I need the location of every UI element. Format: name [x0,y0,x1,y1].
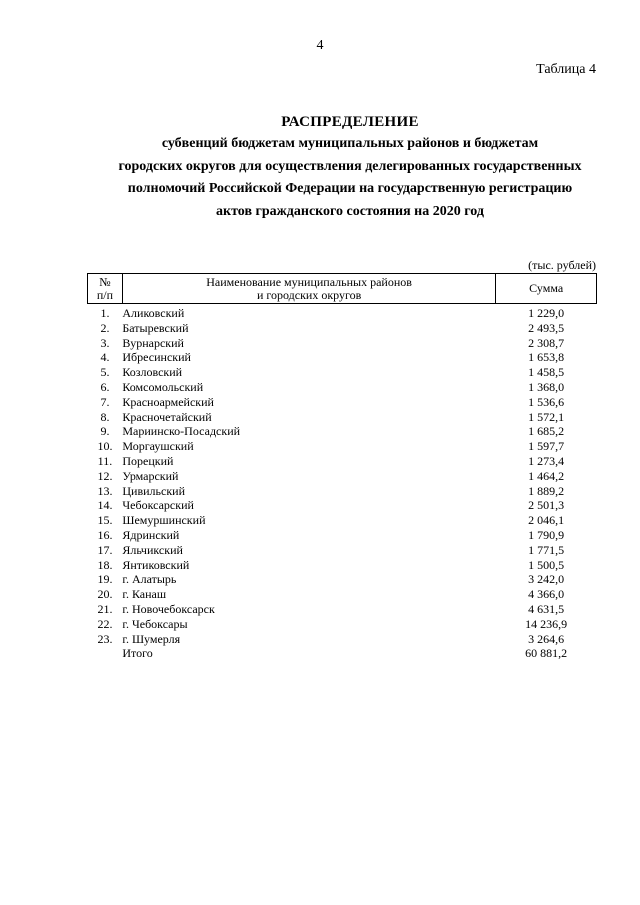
row-name: г. Канаш [122,587,167,602]
row-name: Чебоксарский [122,498,194,513]
row-number: 17. [97,542,113,557]
header-name [122,274,495,304]
row-sum: 1 500,5 [528,557,565,572]
row-number: 9. [100,424,110,439]
row-sum: 1 597,7 [528,439,565,454]
table-row [88,350,597,365]
table-header-row [88,274,597,304]
row-number: 13. [97,483,113,498]
table-label: Таблица 4 [536,62,596,77]
row-name: Батыревский [122,320,189,335]
total-sum: 60 881,2 [525,646,568,661]
row-name: Козловский [122,365,183,380]
table-row [88,395,597,410]
row-number: 14. [97,498,113,513]
table-row [88,617,597,632]
row-sum: 2 046,1 [528,513,565,528]
row-name: Комсомольский [122,379,204,394]
row-sum: 1 790,9 [528,527,565,542]
row-name: Шемуршинский [122,513,206,528]
total-row [88,646,597,661]
row-sum: 1 572,1 [528,409,565,424]
row-number: 11. [97,453,113,468]
row-number: 21. [97,601,113,616]
row-number: 6. [100,379,110,394]
table-row [88,380,597,395]
row-name: Ибресинский [122,350,191,365]
row-number: 10. [97,439,113,454]
row-name: Цивильский [122,483,186,498]
row-sum: 2 501,3 [528,498,565,513]
row-number: 15. [97,513,113,528]
row-sum: 1 229,0 [528,306,565,320]
row-sum: 3 264,6 [528,631,565,646]
row-sum: 1 771,5 [528,542,565,557]
header-name-line1: Наименование муниципальных районов [206,274,412,289]
table-row [88,469,597,484]
table-row [88,558,597,573]
row-number: 16. [97,527,113,542]
row-number: 8. [100,409,110,424]
row-name: Моргаушский [122,439,194,454]
total-label: Итого [122,646,153,661]
row-name: г. Алатырь [122,572,177,587]
table-row [88,304,597,321]
header-name-line2: и городских округов [256,287,362,302]
row-name: г. Новочебоксарск [122,601,215,616]
table-row [88,602,597,617]
row-number: 19. [97,572,113,587]
row-name: Вурнарский [122,335,184,350]
row-sum: 14 236,9 [525,616,568,631]
row-name: г. Шумерля [122,631,181,646]
row-sum: 1 653,8 [528,350,565,365]
row-sum: 3 242,0 [528,572,565,587]
header-number [88,274,123,304]
row-sum: 1 464,2 [528,468,565,483]
table-row [88,513,597,528]
row-number: 5. [100,365,110,380]
table-row [88,587,597,602]
row-sum: 1 368,0 [528,379,565,394]
row-name: Ядринский [122,527,180,542]
row-sum: 4 631,5 [528,601,565,616]
heading-line: полномочий Российской Федерации на государственную регистрацию [127,181,573,196]
table-row [88,365,597,380]
row-name: Аликовский [122,306,185,320]
heading-title: РАСПРЕДЕЛЕНИЕ [281,114,419,130]
table-row [88,632,597,647]
table-row [88,498,597,513]
row-number: 12. [97,468,113,483]
row-number: 2. [100,320,110,335]
table-row [88,543,597,558]
row-number: 20. [97,587,113,602]
row-name: Янтиковский [122,557,190,572]
row-name: Порецкий [122,453,174,468]
row-number: 23. [97,631,113,646]
table-row [88,410,597,425]
total-number [88,646,123,661]
heading-line: субвенций бюджетам муниципальных районов и бюджетам [161,136,539,151]
row-number: 3. [100,335,110,350]
row-name: Красноармейский [122,394,214,409]
row-sum: 1 273,4 [528,453,565,468]
table-row [88,454,597,469]
header-number-line1: № [99,274,111,289]
document-heading [60,111,640,223]
heading-line: городских округов для осуществления делегированных государственных [118,158,582,174]
row-number: 18. [97,557,113,572]
row-number: 1. [100,306,110,320]
row-sum: 1 536,6 [528,394,565,409]
table-row [88,572,597,587]
header-sum: Сумма [496,274,597,304]
table-row [88,528,597,543]
row-name: Мариинско-Посадский [122,424,241,439]
distribution-table [87,273,597,661]
row-number: 4. [100,350,110,365]
table-row [88,336,597,351]
row-sum: 4 366,0 [528,587,565,602]
table-row [88,439,597,454]
row-sum: 1 685,2 [528,424,565,439]
header-number-line2: п/п [96,287,114,302]
row-name: Красночетайский [122,409,212,424]
row-name: г. Чебоксары [122,616,188,631]
table-row [88,424,597,439]
row-number: 22. [97,616,113,631]
table-row [88,321,597,336]
row-name: Яльчикский [122,542,183,557]
heading-line: актов гражданского состояния на 2020 год [216,203,484,219]
row-sum: 1 458,5 [528,365,565,380]
table-row [88,484,597,499]
row-sum: 1 889,2 [528,483,565,498]
row-number: 7. [100,394,110,409]
row-name: Урмарский [122,468,179,483]
row-sum: 2 308,7 [528,335,565,350]
unit-note: (тыс. рублей) [528,258,596,272]
page-number: 4 [316,38,324,53]
table-body [88,304,597,662]
row-sum: 2 493,5 [528,320,565,335]
